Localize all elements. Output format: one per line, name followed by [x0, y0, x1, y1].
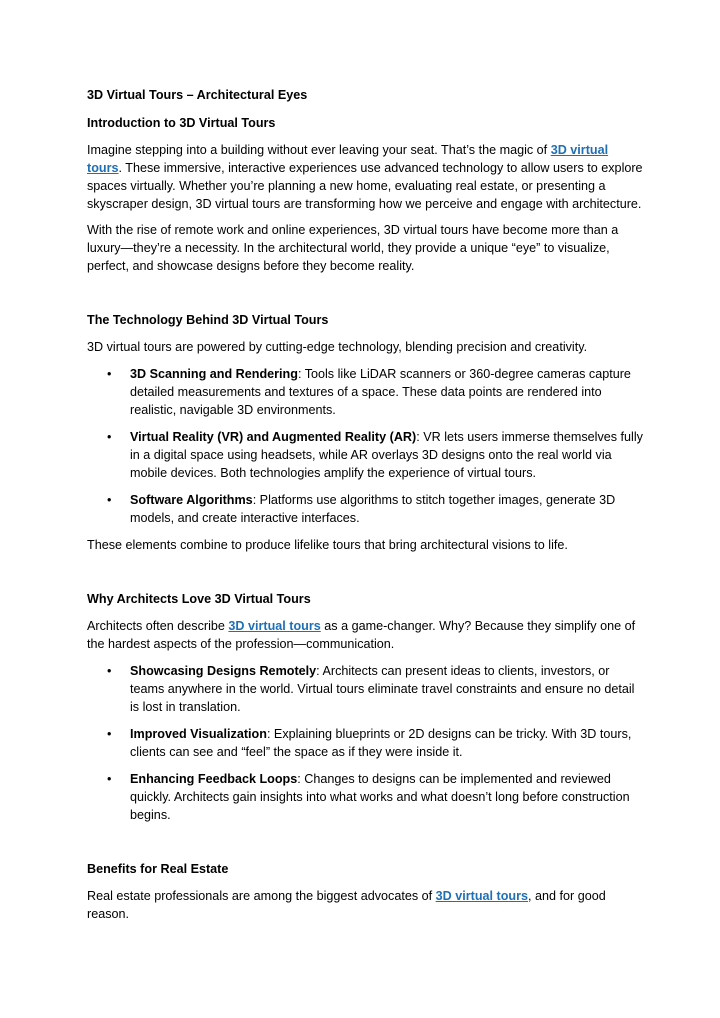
- bullet-icon: •: [107, 727, 112, 741]
- virtual-tours-link[interactable]: 3D virtual tours: [435, 889, 529, 903]
- technology-outro: These elements combine to produce lifelike tours that bring architectural visions to life.: [87, 538, 568, 552]
- architects-paragraph: Architects often describe 3D virtual tours as a game-changer. Why? Because they simplify one of the hardest aspects of the profession—communication.: [87, 619, 636, 651]
- bullet-icon: •: [107, 664, 112, 678]
- bullet-icon: •: [107, 772, 112, 786]
- architects-heading: Why Architects Love 3D Virtual Tours: [87, 592, 311, 606]
- document-body: [87, 86, 643, 923]
- list-item: • Enhancing Feedback Loops: Changes to designs can be implemented and reviewed quickly. Architects gain insights into what works and what doesn’t long before construction begins.: [107, 772, 630, 822]
- document-title: 3D Virtual Tours – Architectural Eyes: [87, 88, 308, 102]
- virtual-tours-link[interactable]: 3D virtual tours: [87, 143, 609, 175]
- technology-list: [87, 365, 643, 527]
- technology-heading: The Technology Behind 3D Virtual Tours: [87, 313, 329, 327]
- list-item: • Showcasing Designs Remotely: Architects can present ideas to clients, investors, or teams anywhere in the world. Virtual tours eliminate travel constraints and ensure no detail is lost in translation.: [107, 664, 635, 714]
- real-estate-paragraph: Real estate professionals are among the biggest advocates of 3D virtual tours, and for good reason.: [87, 889, 606, 921]
- intro-paragraph-2: With the rise of remote work and online experiences, 3D virtual tours have become more than a luxury—they’re a necessity. In the architectural world, they provide a unique “eye” to visualize, perfect, and showcase designs before they become reality.: [87, 223, 619, 273]
- virtual-tours-link[interactable]: 3D virtual tours: [228, 619, 321, 633]
- bullet-icon: •: [107, 493, 112, 507]
- intro-heading: Introduction to 3D Virtual Tours: [87, 116, 276, 130]
- list-item: • Software Algorithms: Platforms use algorithms to stitch together images, generate 3D models, and create interactive interfaces.: [107, 493, 616, 525]
- intro-paragraph-1: Imagine stepping into a building without ever leaving your seat. That’s the magic of 3D virtual tours. These immersive, interactive experiences use advanced technology to allow users to explore spaces virtually. Whether you’re planning a new home, evaluating real estate, or presenting a skyscraper design, 3D virtual tours are transforming how we perceive and engage with architecture.: [87, 143, 643, 211]
- bullet-icon: •: [107, 367, 112, 381]
- bullet-icon: •: [107, 430, 112, 444]
- list-item: • Virtual Reality (VR) and Augmented Reality (AR): VR lets users immerse themselves fully in a digital space using headsets, while AR overlays 3D designs onto the real world via mobile devices. Both technologies amplify the experience of virtual tours.: [107, 430, 643, 480]
- technology-intro: 3D virtual tours are powered by cutting-edge technology, blending precision and creativity.: [87, 340, 588, 354]
- architects-list: [87, 662, 643, 824]
- real-estate-heading: Benefits for Real Estate: [87, 862, 229, 876]
- list-item: • Improved Visualization: Explaining blueprints or 2D designs can be tricky. With 3D tours, clients can see and “feel” the space as if they were inside it.: [107, 727, 632, 759]
- list-item: • 3D Scanning and Rendering: Tools like LiDAR scanners or 360-degree cameras capture detailed measurements and textures of a space. These data points are rendered into realistic, navigable 3D environments.: [107, 367, 631, 417]
